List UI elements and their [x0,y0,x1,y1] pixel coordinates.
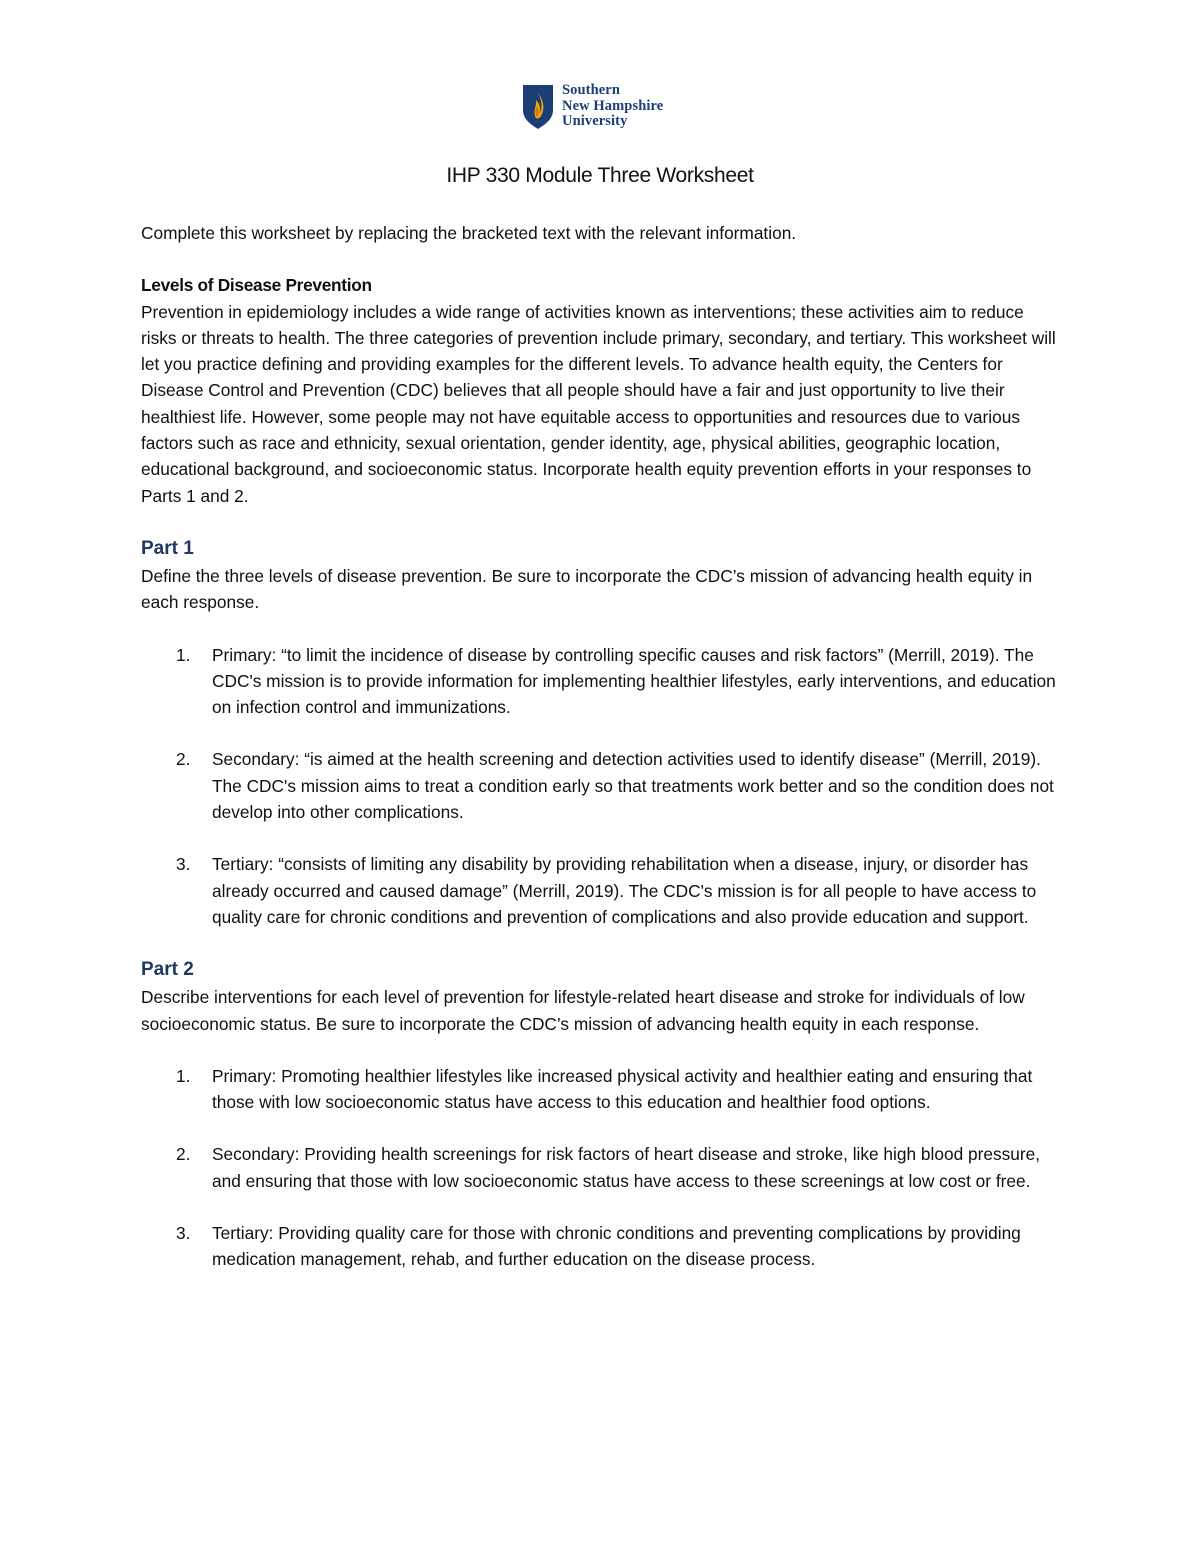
answer-text: Primary: Promoting healthier lifestyles like increased physical activity and healthier eating and ensuring that those with low socioeconomic status have access to this education and healthier food options. [212,1065,1033,1113]
levels-heading: Levels of Disease Prevention [141,275,372,296]
answer-text: Primary: “to limit the incidence of disease by controlling specific causes and risk factors” (Merrill, 2019). The CDC's mission is to provide information for implementing healthier lifestyles, early interventions, and education on infection control and immunizations. [212,644,1056,718]
list-item [141,851,1061,930]
list-number: 3. [176,1223,191,1244]
answer-text: Tertiary: Providing quality care for those with chronic conditions and preventing complications by providing medication management, rehab, and further education on the disease process. [212,1223,1021,1270]
university-wordmark [562,83,663,130]
logo-line-2: New Hampshire [562,97,664,114]
list-number: 2. [176,749,191,770]
logo-line-3: University [562,113,628,129]
part2-list [141,1063,1061,1273]
worksheet-body [141,220,1061,1273]
answer-text: Tertiary: “consists of limiting any disability by providing rehabilitation when a disease, injury, or disorder has already occurred and caused damage” (Merrill, 2019). The CDC's mission is for all people to have access to quality care for chronic conditions and prevention of complications and also provide education and support. [212,854,1037,927]
university-logo [522,84,663,130]
list-number: 2. [176,1144,191,1165]
part2-prompt: Describe interventions for each level of prevention for lifestyle-related heart disease and stroke for individuals of low socioeconomic status. Be sure to incorporate the CDC’s mission of advancing health equity in each response. [141,987,1025,1034]
list-item [141,642,1061,721]
part1-prompt: Define the three levels of disease prevention. Be sure to incorporate the CDC’s mission of advancing health equity in each response. [141,565,1033,613]
list-item [141,1063,1061,1116]
list-number: 1. [176,1065,191,1086]
list-item [141,1141,1061,1194]
page-title: IHP 330 Module Three Worksheet [446,164,754,187]
answer-text: Secondary: “is aimed at the health screening and detection activities used to identify disease” (Merrill, 2019). The CDC's mission aims to treat a condition early so that treatments work better and so the condition does not develop into other complications. [212,749,1054,823]
levels-paragraph: Prevention in epidemiology includes a wide range of activities known as interventions; these activities aim to reduce risks or threats to health. The three categories of prevention include primary, secondary, and tertiary. This worksheet will let you practice defining and providing examples for the different levels. To advance health equity, the Centers for Disease Control and Prevention (CDC) believes that all people should have a fair and just opportunity to live their healthiest life. However, some people may not have equitable access to opportunities and resources due to various factors such as race and ethnicity, sexual orientation, gender identity, age, physical abilities, geographic location, educational background, and socioeconomic status. Incorporate health equity prevention efforts in your responses to Parts 1 and 2. [141,301,1056,506]
list-item [141,746,1061,825]
list-item [141,1220,1061,1273]
part1-heading: Part 1 [141,537,194,559]
answer-text: Secondary: Providing health screenings for risk factors of heart disease and stroke, like high blood pressure, and ensuring that those with low socioeconomic status have access to these screenings at low cost or free. [212,1144,1041,1191]
shield-flame-icon [522,84,554,130]
instructions-text: Complete this worksheet by replacing the bracketed text with the relevant information. [141,223,797,243]
list-number: 3. [176,854,191,875]
part2-heading: Part 2 [141,959,194,981]
part1-list [141,642,1061,931]
logo-line-1: Southern [562,82,621,98]
list-number: 1. [176,644,191,665]
